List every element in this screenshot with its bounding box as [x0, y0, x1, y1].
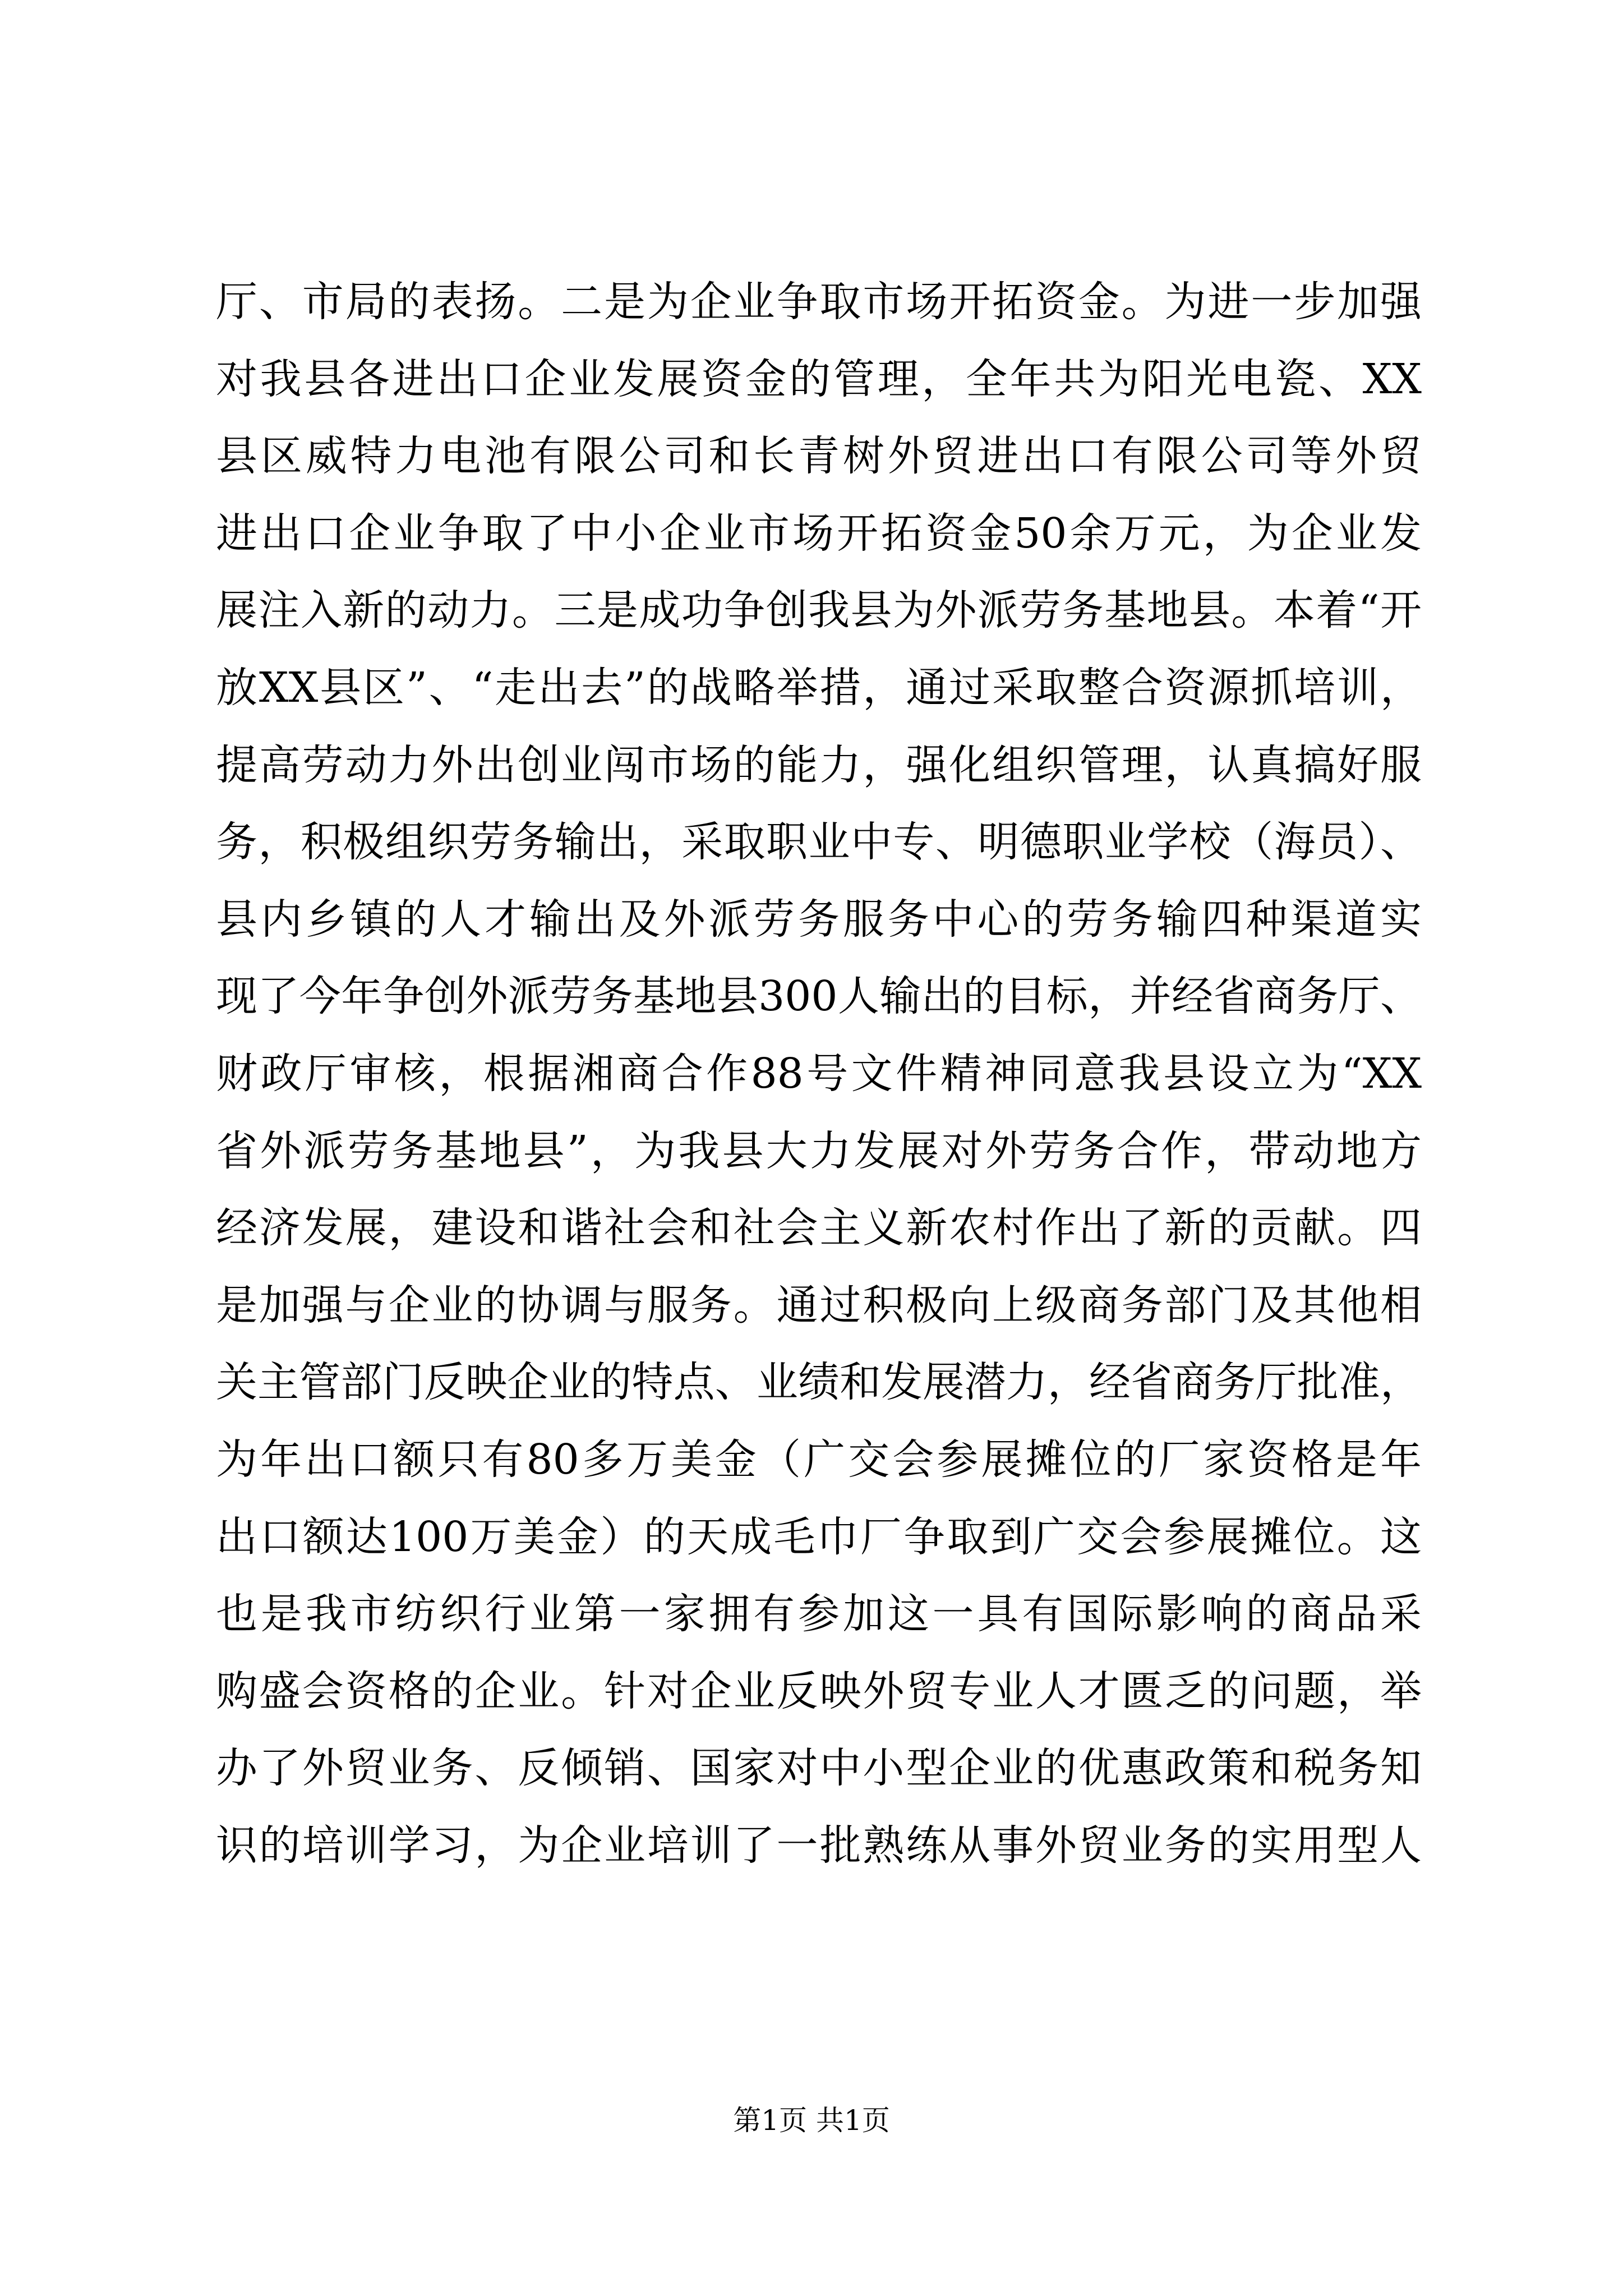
- page-footer: 第1页 共1页: [733, 2104, 890, 2137]
- text-line: 经济发展，建设和谐社会和社会主义新农村作出了新的贡献。四: [216, 1204, 1422, 1253]
- text-line: 县区威特力电池有限公司和长青树外贸进出口有限公司等外贸: [216, 432, 1422, 481]
- text-line: 务，积极组织劳务输出，采取职业中专、明德职业学校（海员）、: [216, 818, 1422, 867]
- text-line: 也是我市纺织行业第一家拥有参加这一具有国际影响的商品采: [216, 1590, 1422, 1639]
- text-line: 展注入新的动力。三是成功争创我县为外派劳务基地县。本着“开: [216, 586, 1422, 635]
- text-line: 省外派劳务基地县”，为我县大力发展对外劳务合作，带动地方: [216, 1126, 1422, 1175]
- text-line: 提高劳动力外出创业闯市场的能力，强化组织管理，认真搞好服: [216, 740, 1422, 789]
- text-line: 放XX县区”、“走出去”的战略举措，通过采取整合资源抓培训，: [216, 663, 1422, 712]
- text-line: 现了今年争创外派劳务基地县300人输出的目标，并经省商务厅、: [216, 972, 1422, 1021]
- text-line: 县内乡镇的人才输出及外派劳务服务中心的劳务输四种渠道实: [216, 895, 1422, 944]
- text-line: 出口额达100万美金）的天成毛巾厂争取到广交会参展摊位。这: [216, 1512, 1422, 1561]
- text-line: 办了外贸业务、反倾销、国家对中小型企业的优惠政策和税务知: [216, 1744, 1422, 1793]
- text-line: 对我县各进出口企业发展资金的管理，全年共为阳光电瓷、XX: [216, 355, 1422, 403]
- text-line: 厅、市局的表扬。二是为企业争取市场开拓资金。为进一步加强: [216, 278, 1422, 326]
- text-line: 财政厅审核，根据湘商合作88号文件精神同意我县设立为“XX: [216, 1049, 1422, 1098]
- text-line: 进出口企业争取了中小企业市场开拓资金50余万元，为企业发: [216, 509, 1422, 558]
- body-text: [216, 264, 1422, 1884]
- text-line: 关主管部门反映企业的特点、业绩和发展潜力，经省商务厅批准，: [216, 1358, 1422, 1407]
- text-line: 识的培训学习，为企业培训了一批熟练从事外贸业务的实用型人: [216, 1821, 1422, 1870]
- text-line: 为年出口额只有80多万美金（广交会参展摊位的厂家资格是年: [216, 1435, 1422, 1484]
- text-line: 购盛会资格的企业。针对企业反映外贸专业人才匮乏的问题，举: [216, 1667, 1422, 1715]
- text-line: 是加强与企业的协调与服务。通过积极向上级商务部门及其他相: [216, 1281, 1422, 1329]
